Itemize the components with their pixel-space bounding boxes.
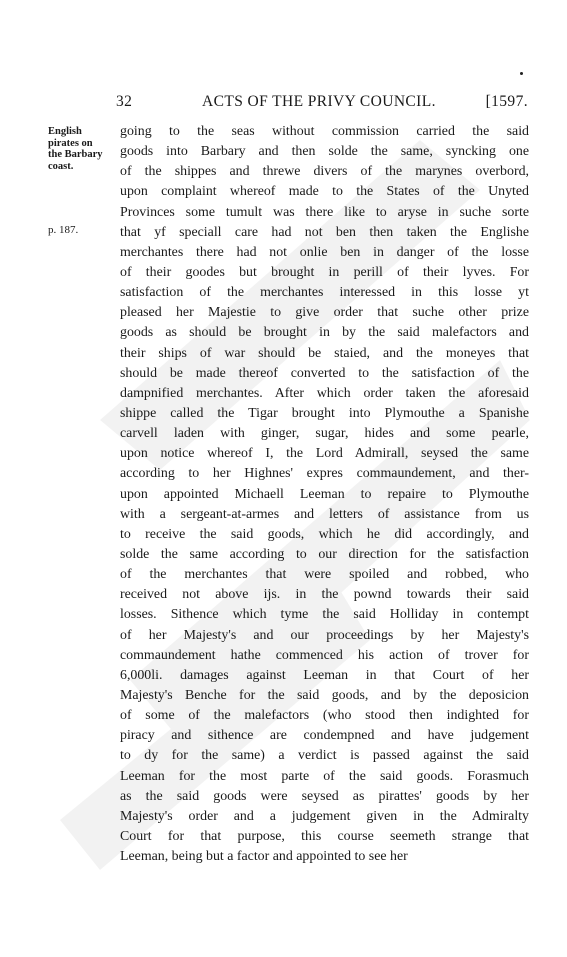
text-line: going to the seas without commission carried the said — [120, 124, 529, 139]
text-line: upon appointed Michaell Leeman to repaire to Plymouthe — [120, 486, 529, 502]
text-line: of the merchantes that were spoiled and robbed, who — [120, 567, 529, 583]
margin-note-line: English — [48, 126, 82, 137]
text-line: that yf speciall care had not ben then taken the Englishe — [120, 224, 529, 240]
text-line: shippe called the Tigar brought into Plymouthe a Spanishe — [120, 405, 529, 421]
text-line: commaundement hathe commenced his action of trover for — [120, 647, 529, 663]
text-line: pleased her Majestie to give order that suche other prize — [120, 305, 529, 321]
text-line: upon notice whereof I, the Lord Admirall, seysed the same — [120, 446, 529, 462]
text-line: received not above ijs. in the pownd towards their said — [120, 587, 529, 603]
text-line: satisfaction of the merchantes interessed in this losse yt — [120, 285, 529, 301]
text-line: of the shippes and threwe divers of the marynes overbord, — [120, 164, 529, 180]
text-line: to receive the said goods, which he did accordingly, and — [120, 526, 529, 542]
text-line: carvell laden with ginger, sugar, hides and some pearle, — [120, 426, 529, 442]
text-line: their ships of war should be staied, and the moneyes that — [120, 345, 529, 361]
text-line: piracy and sithence are condempned and have judgement — [120, 728, 529, 744]
text-line: 6,000li. damages against Leeman in that Court of her — [120, 667, 529, 683]
margin-note-line: the Barbary — [48, 149, 103, 160]
page-number: 32 — [116, 93, 133, 110]
running-header — [116, 93, 528, 113]
text-line: as the said goods were seysed as pirattes' goods by her — [120, 788, 529, 804]
text-line: to dy for the same) a verdict is passed against the said — [120, 748, 529, 764]
margin-note-page-ref: p. 187. — [48, 224, 79, 236]
text-line: of her Majesty's and our proceedings by her Majesty's — [120, 627, 529, 643]
text-line: should be made thereof converted to the satisfaction of the — [120, 365, 529, 381]
text-line: losses. Sithence which tyme the said Holliday in contempt — [120, 607, 529, 623]
running-title: ACTS OF THE PRIVY COUNCIL. — [202, 93, 436, 110]
text-line: Provinces some tumult was there like to aryse in suche sorte — [120, 204, 529, 220]
text-line: goods into Barbary and then solde the same, syncking one — [120, 144, 529, 160]
text-line: dampnified merchantes. After which order taken the aforesaid — [120, 385, 529, 401]
text-line: Leeman for the most parte of the said goods. Forasmuch — [120, 768, 529, 784]
body-text — [120, 122, 529, 867]
text-line: of some of the malefactors (who stood then indighted for — [120, 708, 529, 724]
margin-note-line: coast. — [48, 160, 74, 172]
text-line: merchantes there had not onlie ben in danger of the losse — [120, 244, 529, 260]
text-line: goods as should be brought in by the said malefactors and — [120, 325, 529, 341]
margin-note-topic — [48, 126, 118, 172]
text-line: solde the same according to our direction for the satisfaction — [120, 546, 529, 562]
year-label: [1597. — [485, 93, 528, 110]
text-line: upon complaint whereof made to the States of the Unyted — [120, 184, 529, 200]
margin-note-line: pirates on — [48, 137, 93, 149]
text-line: Court for that purpose, this course seemeth strange that — [120, 828, 529, 844]
text-line: with a sergeant-at-armes and letters of assistance from us — [120, 506, 529, 522]
text-line: Majesty's Benche for the said goods, and by the deposicion — [120, 687, 529, 703]
text-line: Leeman, being but a factor and appointed to see her — [120, 849, 408, 865]
ink-mark — [520, 72, 523, 75]
text-line: Majesty's order and a judgement given in the Admiralty — [120, 808, 529, 824]
text-line: of their goodes but brought in perill of their lyves. For — [120, 264, 529, 280]
text-line: according to her Highnes' expres commaundement, and ther- — [120, 466, 529, 482]
